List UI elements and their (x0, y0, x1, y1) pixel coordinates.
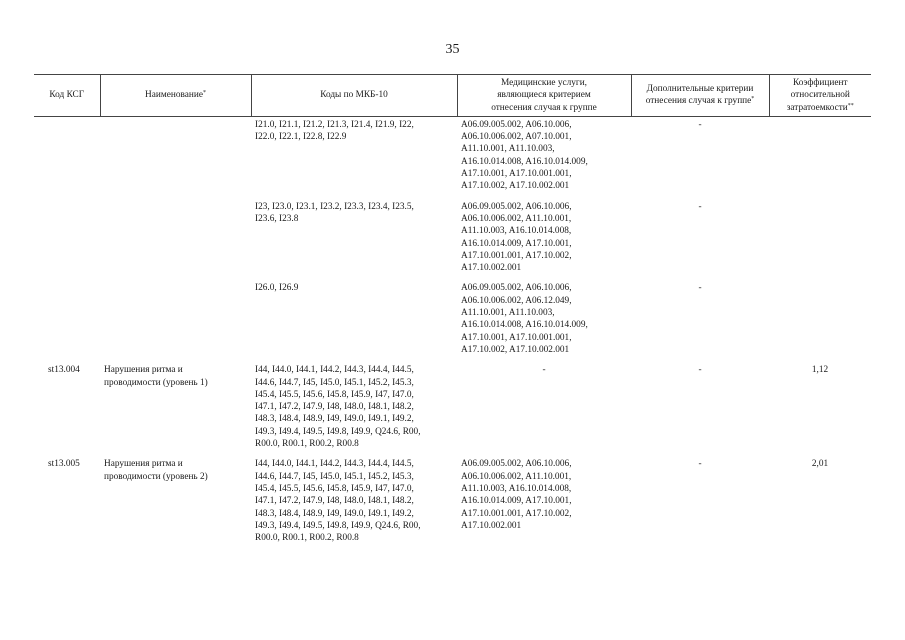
cell-name: Нарушения ритма и проводимости (уровень 2) (104, 459, 208, 482)
cell-name (100, 280, 251, 362)
cell-name: Нарушения ритма и проводимости (уровень 1) (104, 365, 208, 388)
cell-medical-services: A06.09.005.002, A06.10.006, A06.10.006.002, A11.10.001, A11.10.003, A16.10.014.008, A16.10.014.009, A17.10.001, A17.10.001.001, A17.10.002, A17.10.002.001 (461, 459, 572, 531)
cell-cost-coefficient (769, 199, 871, 281)
cell-medical-services: - (542, 365, 546, 376)
ksg-table (34, 74, 871, 550)
header-icd10-codes: Коды по МКБ-10 (251, 75, 457, 117)
table-row (34, 199, 871, 281)
header-medical-services: Медицинские услуги, являющиеся критерием отнесения случая к группе (457, 75, 631, 117)
table-row (34, 362, 871, 456)
cell-medical-services: A06.09.005.002, A06.10.006, A06.10.006.002, A11.10.001, A11.10.003, A16.10.014.008, A16.10.014.009, A17.10.001, A17.10.001.001, A17.10.002, A17.10.002.001 (461, 201, 572, 274)
cell-icd10-codes: I23, I23.0, I23.1, I23.2, I23.3, I23.4, I23.5, I23.6, I23.8 (255, 201, 414, 224)
cell-additional-criteria: - (698, 119, 702, 130)
cell-name (100, 199, 251, 281)
header-cost-coefficient: Коэффициент относительной затратоемкости** (769, 75, 871, 117)
header-name-footnote-mark: * (202, 90, 206, 97)
cell-additional-criteria: - (698, 201, 702, 212)
cell-cost-coefficient (769, 116, 871, 198)
cell-icd10-codes: I44, I44.0, I44.1, I44.2, I44.3, I44.4, I44.5, I44.6, I44.7, I45, I45.0, I45.1, I45.2, I45.3, I45.4, I45.5, I45.6, I45.8, I45.9, I47, I47.0, I47.1, I47.2, I47.9, I48, I48.0, I48.1, I48.2, I48.3, I48.4, I48.9, I49, I49.0, I49.1, I49.2, I49.3, I49.4, I49.5, I49.8, I49.9, Q24.6, R00, R00.0, R00.1, R00.2, R00.8 (255, 365, 421, 450)
header-name: Наименование* (100, 75, 251, 117)
cell-additional-criteria: - (698, 283, 702, 294)
cell-additional-criteria: - (698, 365, 702, 376)
cell-ksg-code: st13.004 (48, 365, 80, 376)
table-row (34, 116, 871, 198)
cell-icd10-codes: I21.0, I21.1, I21.2, I21.3, I21.4, I21.9, I22, I22.0, I22.1, I22.8, I22.9 (255, 119, 414, 143)
table-header-row (34, 75, 871, 117)
cell-ksg-code (34, 116, 100, 198)
cell-additional-criteria: - (698, 459, 702, 470)
cell-cost-coefficient: 1,12 (811, 365, 829, 376)
cell-ksg-code (34, 280, 100, 362)
table-row (34, 456, 871, 550)
cell-cost-coefficient (769, 280, 871, 362)
cell-icd10-codes: I44, I44.0, I44.1, I44.2, I44.3, I44.4, I44.5, I44.6, I44.7, I45, I45.0, I45.1, I45.2, I45.3, I45.4, I45.5, I45.6, I45.8, I45.9, I47, I47.0, I47.1, I47.2, I47.9, I48, I48.0, I48.1, I48.2, I48.3, I48.4, I48.9, I49, I49.0, I49.1, I49.2, I49.3, I49.4, I49.5, I49.8, I49.9, Q24.6, R00, R00.0, R00.1, R00.2, R00.8 (255, 459, 421, 544)
header-additional-criteria: Дополнительные критерии отнесения случая к группе* (631, 75, 769, 117)
header-coef-footnote-mark: ** (847, 102, 854, 109)
cell-medical-services: A06.09.005.002, A06.10.006, A06.10.006.002, A07.10.001, A11.10.001, A11.10.003, A16.10.014.008, A16.10.014.009, A17.10.001, A17.10.001.001, A17.10.002, A17.10.002.001 (461, 119, 588, 192)
cell-cost-coefficient: 2,01 (811, 459, 829, 470)
cell-name (100, 116, 251, 198)
cell-icd10-codes: I26.0, I26.9 (255, 283, 299, 294)
table-row (34, 280, 871, 362)
header-ksg-code: Код КСГ (34, 75, 100, 117)
cell-medical-services: A06.09.005.002, A06.10.006, A06.10.006.002, A06.12.049, A11.10.001, A11.10.003, A16.10.014.008, A16.10.014.009, A17.10.001, A17.10.001.001, A17.10.002, A17.10.002.001 (461, 283, 588, 355)
cell-ksg-code (34, 199, 100, 281)
page-number: 35 (445, 42, 460, 57)
cell-ksg-code: st13.005 (48, 459, 80, 470)
header-criteria-footnote-mark: * (751, 96, 755, 103)
